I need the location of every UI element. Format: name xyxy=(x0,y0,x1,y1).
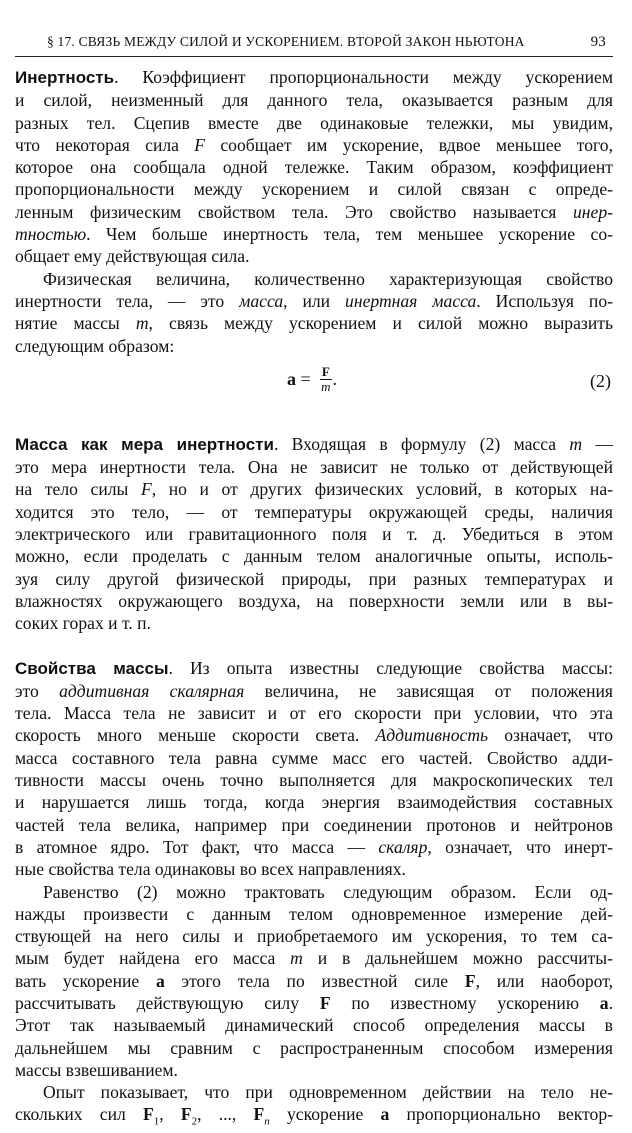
heading-inertia: Инертность xyxy=(15,68,115,87)
heading-mass-inertia-measure: Масса как мера инертности xyxy=(15,434,274,454)
header-rule xyxy=(15,56,613,57)
page-number: 93 xyxy=(590,34,606,50)
formula-2 xyxy=(15,359,613,403)
page-body xyxy=(15,66,613,1133)
paragraph-inertia: Инертность. Коэффициент пропорциональности между ускорением и силой, неизменный для данного тела, оказывается разным для разных тел. Сцепив вместе две одинаковые тележки, мы увидим, что некоторая сила F сообщает им ускорение, вдвое меньшее того, которое она сообщала одной тележке. Таким образом, коэффициент пропорциональности между ускорением и силой связан с опреде- ленным физическим свойством тела. Это свойство называется инер- тностью. Чем больше инертность тела, тем меньшее ускорение со- общает ему действующая сила. xyxy=(15,67,613,267)
paragraph-mass-properties: Свойства массы. Из опыта известны следующие свойства массы: это аддитивная скалярная величина, не зависящая от положения тела. Масса тела не зависит и от его скорости при условии, что эта скорость много меньше скорости света. Аддитивность означает, что масса составного тела равна сумме масс его частей. Свойство адди- тивности массы очень точно выполняется для макроскопических тел и нарушается лишь тогда, когда энергия взаимодействия составных частей тела велика, например при соединении протонов и нейтронов в атомное ядро. Тот факт, что масса — скаляр, означает, что инерт- ные свойства тела одинаковы во всех направлениях. xyxy=(15,657,613,880)
fraction: $\frac{F}{m}$ xyxy=(321,363,331,394)
paragraph-mass-definition: Физическая величина, количественно характеризующая свойство инертности тела, — это масса, или инертная масса. Используя по- нятие массы m, связь между ускорением и силой можно выразить следующим образом: xyxy=(15,268,613,356)
formula-label: (2) xyxy=(590,370,611,391)
paragraph-multiple-forces: Опыт показывает, что при одновременном действии на тело не- скольких сил $F_1$, $F_2$, ..., $F_n$ ускорение a пропорционально вектор- xyxy=(15,1082,613,1128)
formula-expression: a = $\frac{F}{m}$ . xyxy=(287,363,338,394)
running-head xyxy=(47,34,606,51)
heading-mass-properties: Свойства массы xyxy=(15,658,169,678)
section-title: § 17. СВЯЗЬ МЕЖДУ СИЛОЙ И УСКОРЕНИЕМ. ВТОРОЙ ЗАКОН НЬЮТОНА xyxy=(47,34,525,49)
paragraph-mass-inertia-measure: Масса как мера инертности. Входящая в формулу (2) масса m — это мера инертности тела. Она не зависит не только от действующей на тело силы F, но и от других физических условий, в которых на- ходится это тело, — от температуры окружающей среды, наличия электрического или гравитационного поля и т. д. Убедиться в этом можно, если проделать с данным телом аналогичные опыты, исполь- зуя силу другой физической природы, при разных температурах и влажностях окружающего воздуха, на поверхности земли или в вы- соких горах и т. п. xyxy=(15,433,613,634)
paragraph-equation-interpretation: Равенство (2) можно трактовать следующим образом. Если од- нажды произвести с данным телом одновременное измерение дей- ствующей на него силы и приобретаемого им ускорения, то тем са- мым будет найдена его масса m и в дальнейшем можно рассчиты- вать ускорение a этого тела по известной силе F, или наоборот, рассчитывать действующую силу F по известному ускорению a. Этот так называемый динамический способ определения массы в дальнейшем мы сравним с распространенным способом измерения массы взвешиванием. xyxy=(15,881,613,1080)
